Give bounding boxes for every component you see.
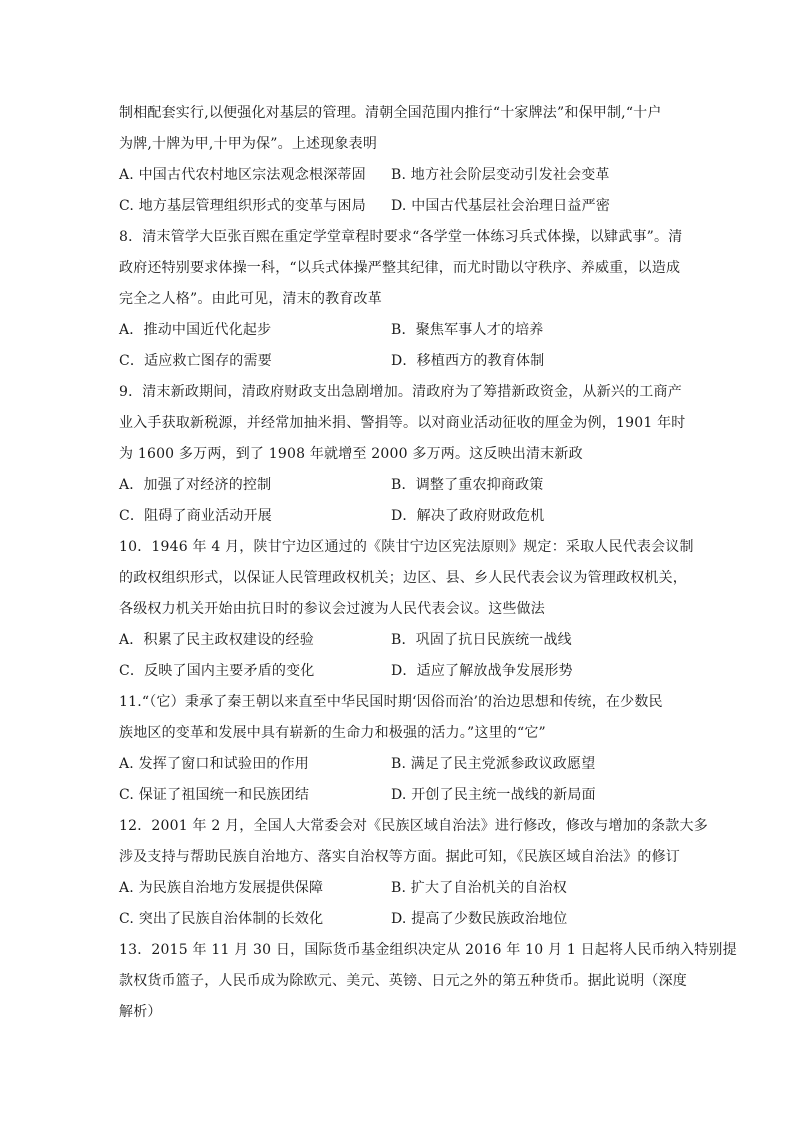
option-c: C．反映了国内主要矛盾的变化	[119, 663, 315, 679]
option-d: D．适应了解放战争发展形势	[391, 663, 573, 679]
option-b: B．巩固了抗日民族统一战线	[391, 632, 572, 648]
question-13-text: 13．2015 年 11 月 30 日，国际货币基金组织决定从 2016 年 10 月 1 日起将人民币纳入特别提	[119, 942, 737, 958]
option-a: A．推动中国近代化起步	[119, 322, 272, 338]
option-d: D. 开创了民主统一战线的新局面	[391, 787, 596, 803]
text-line: 制相配套实行,以便强化对基层的管理。清朝全国范围内推行“十家牌法”和保甲制,“十户	[119, 105, 662, 121]
option-d: D．解决了政府财政危机	[391, 508, 545, 524]
option-a: A. 中国古代农村地区宗法观念根深蒂固	[119, 167, 366, 183]
option-b: B. 扩大了自治机关的自治权	[391, 880, 567, 896]
option-b: B．聚焦军事人才的培养	[391, 322, 544, 338]
text-line: 为 1600 多万两，到了 1908 年就增至 2000 多万两。这反映出清末新政	[119, 446, 583, 462]
question-12-text: 12．2001 年 2 月，全国人大常委会对《民族区域自治法》进行修改，修改与增加的条款大多	[119, 818, 708, 834]
option-a: A．加强了对经济的控制	[119, 477, 272, 493]
question-11-text: 11.“（它）秉承了秦王朝以来直至中华民国时期‘因俗而治’的治边思想和传统，在少数民	[119, 694, 663, 710]
option-a: A. 为民族自治地方发展提供保障	[119, 880, 324, 896]
question-10-text: 10．1946 年 4 月，陕甘宁边区通过的《陕甘宁边区宪法原则》规定：采取人民代表会议制	[119, 539, 694, 555]
option-c: C．阻碍了商业活动开展	[119, 508, 272, 524]
option-c: C．适应救亡图存的需要	[119, 353, 272, 369]
text-line: 政府还特别要求体操一科，“以兵式体操严整其纪律，而尤时勖以守秩序、养威重，以造成	[119, 260, 681, 276]
option-a: A. 发挥了窗口和试验田的作用	[119, 756, 310, 772]
text-line: 完全之人格”。由此可见，清末的教育改革	[119, 291, 382, 307]
text-line: 族地区的变革和发展中具有崭新的生命力和极强的活力。”这里的“它”	[119, 725, 546, 741]
text-line: 涉及支持与帮助民族自治地方、落实自治权等方面。据此可知，《民族区域自治法》的修订	[119, 849, 680, 865]
option-c: C. 保证了祖国统一和民族团结	[119, 787, 310, 803]
option-d: D. 提高了少数民族政治地位	[391, 911, 568, 927]
text-line: 款权货币篮子，人民币成为除欧元、美元、英镑、日元之外的第五种货币。据此说明（深度	[119, 973, 687, 989]
option-b: B. 满足了民主党派参政议政愿望	[391, 756, 596, 772]
text-line: 业入手获取新税源，并经常加抽米捐、警捐等。以对商业活动征收的厘金为例，1901 年时	[119, 415, 686, 431]
option-d: D. 中国古代基层社会治理日益严密	[391, 198, 611, 214]
option-b: B．调整了重农抑商政策	[391, 477, 544, 493]
question-9-text: 9．清末新政期间，清政府财政支出急剧增加。清政府为了筹措新政资金，从新兴的工商产	[119, 384, 682, 400]
text-line: 各级权力机关开始由抗日时的参议会过渡为人民代表会议。这些做法	[119, 601, 545, 617]
option-b: B. 地方社会阶层变动引发社会变革	[391, 167, 610, 183]
text-line: 解析）	[119, 1004, 162, 1020]
option-c: C. 突出了民族自治体制的长效化	[119, 911, 324, 927]
option-d: D．移植西方的教育体制	[391, 353, 545, 369]
text-line: 为牌,十牌为甲,十甲为保”。上述现象表明	[119, 136, 378, 152]
question-8-text: 8．清末管学大臣张百熙在重定学堂章程时要求“各学堂一体练习兵式体操，以肄武事”。清	[119, 229, 683, 245]
option-c: C. 地方基层管理组织形式的变革与困局	[119, 198, 366, 214]
text-line: 的政权组织形式，以保证人民管理政权机关；边区、县、乡人民代表会议为管理政权机关，	[119, 570, 687, 586]
option-a: A．积累了民主政权建设的经验	[119, 632, 314, 648]
